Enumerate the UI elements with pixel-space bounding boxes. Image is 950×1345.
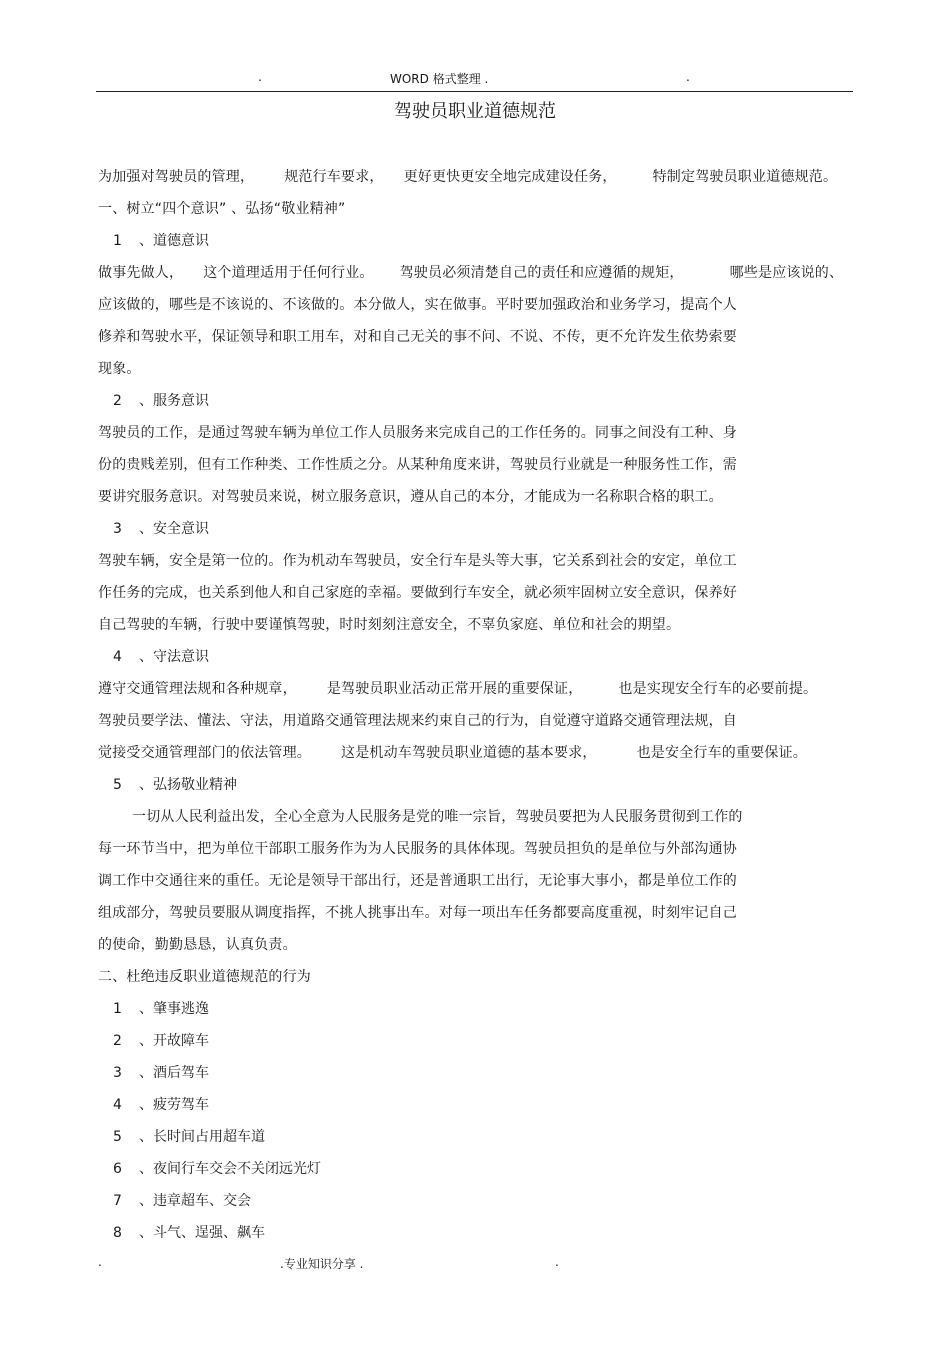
text-segment: 这是机动车驾驶员职业道德的基本要求，: [341, 745, 597, 761]
item-label: 、酒后驾车: [139, 1065, 209, 1081]
list-item: [113, 1126, 265, 1146]
item-number: 4: [113, 1097, 122, 1113]
text-segment: 觉接受交通管理部门的依法管理。: [98, 745, 311, 761]
item-label: 、斗气、逞强、飙车: [139, 1225, 265, 1241]
text-segment: 也是安全行车的重要保证。: [636, 745, 808, 761]
intro-segment: 更好更快更安全地完成建设任务，: [403, 169, 617, 185]
subsection-heading: [113, 774, 237, 794]
subsection-heading: [113, 230, 209, 250]
text-segment: 驾驶员必须清楚自己的责任和应遵循的规矩，: [399, 265, 684, 281]
paragraph-line: 应该做的，哪些是不该说的、不该做的。本分做人，实在做事。平时要加强政治和业务学习，提高个人: [98, 297, 737, 313]
paragraph-line: 调工作中交通往来的重任。无论是领导干部出行，还是普通职工出行，无论事大事小，都是单位工作的: [98, 873, 737, 889]
intro-segment: 为加强对驾驶员的管理，: [98, 169, 255, 185]
paragraph-line: 驾驶员要学法、懂法、守法，用道路交通管理法规来约束自己的行为，自觉遵守道路交通管理法规，自: [98, 713, 737, 729]
paragraph-line: [98, 262, 843, 282]
text-segment: 哪些是应该说的、: [729, 265, 844, 281]
item-label: 、疲劳驾车: [139, 1097, 209, 1113]
paragraph-line: 要讲究服务意识。对驾驶员来说，树立服务意识，遵从自己的本分，才能成为一名称职合格的职工。: [98, 489, 723, 505]
document-title: 驾驶员职业道德规范: [394, 101, 556, 122]
item-label: 、长时间占用超车道: [139, 1129, 265, 1145]
paragraph-line: 作任务的完成，也关系到他人和自己家庭的幸福。要做到行车安全，就必须牢固树立安全意识，保养好: [98, 585, 737, 601]
item-label: 、道德意识: [139, 233, 209, 249]
item-number: 3: [113, 521, 122, 537]
section-heading: 二、杜绝违反职业道德规范的行为: [98, 969, 311, 985]
item-number: 8: [113, 1225, 122, 1241]
item-label: 、夜间行车交会不关闭远光灯: [139, 1161, 321, 1177]
paragraph-line: 组成部分，驾驶员要服从调度指挥，不挑人挑事出车。对每一项出车任务都要高度重视，时刻牢记自己: [98, 905, 737, 921]
item-label: 、服务意识: [139, 393, 209, 409]
header-dot-left: .: [258, 70, 262, 84]
list-item: [113, 1190, 251, 1210]
paragraph-line: 驾驶车辆，安全是第一位的。作为机动车驾驶员，安全行车是头等大事，它关系到社会的安定，单位工: [98, 553, 737, 569]
text-segment: 也是实现安全行车的必要前提。: [618, 681, 818, 697]
item-number: 2: [113, 393, 122, 409]
paragraph-line: 份的贵贱差别，但有工作种类、工作性质之分。从某种角度来讲，驾驶员行业就是一种服务性工作，需: [98, 457, 737, 473]
paragraph-line: [98, 742, 807, 762]
footer-text: .专业知识分享 .: [280, 1257, 364, 1271]
footer-dot-right: .: [555, 1255, 559, 1269]
item-number: 6: [113, 1161, 122, 1177]
item-number: 1: [113, 1001, 122, 1017]
subsection-heading: [113, 518, 209, 538]
intro-paragraph: [98, 166, 837, 186]
list-item: [113, 1094, 209, 1114]
list-item: [113, 1030, 209, 1050]
item-number: 7: [113, 1193, 122, 1209]
paragraph-line: 每一环节当中，把为单位干部职工服务作为为人民服务的具体体现。驾驶员担负的是单位与外部沟通协: [98, 841, 737, 857]
item-number: 5: [113, 777, 122, 793]
intro-segment: 规范行车要求，: [284, 169, 384, 185]
item-number: 1: [113, 233, 122, 249]
item-label: 、安全意识: [139, 521, 209, 537]
paragraph-line: 一切从人民利益出发，全心全意为人民服务是党的唯一宗旨，驾驶员要把为人民服务贯彻到工作的: [132, 809, 743, 825]
paragraph-line: [98, 678, 817, 698]
item-number: 5: [113, 1129, 122, 1145]
section-heading: 一、树立“四个意识” 、弘扬“敬业精神”: [98, 201, 346, 217]
footer-dot-left: .: [98, 1255, 102, 1269]
item-number: 4: [113, 649, 122, 665]
header-dot-right: .: [686, 70, 690, 84]
item-label: 、肇事逃逸: [139, 1001, 209, 1017]
subsection-heading: [113, 390, 209, 410]
header-rule: [96, 91, 853, 92]
list-item: [113, 1222, 265, 1242]
subsection-heading: [113, 646, 209, 666]
item-label: 、守法意识: [139, 649, 209, 665]
item-number: 2: [113, 1033, 122, 1049]
intro-segment: 特制定驾驶员职业道德规范。: [652, 169, 838, 185]
item-label: 、弘扬敬业精神: [139, 777, 237, 793]
list-item: [113, 1062, 209, 1082]
paragraph-line: 修养和驾驶水平，保证领导和职工用车，对和自己无关的事不问、不说、不传，更不允许发生依势索要: [98, 329, 737, 345]
text-segment: 这个道理适用于任何行业。: [203, 265, 374, 281]
paragraph-line: 现象。: [98, 361, 141, 377]
header-text: WORD 格式整理 .: [390, 72, 489, 86]
item-label: 、违章超车、交会: [139, 1193, 251, 1209]
item-number: 3: [113, 1065, 122, 1081]
list-item: [113, 1158, 321, 1178]
paragraph-line: 的使命，勤勤恳恳，认真负责。: [98, 937, 297, 953]
paragraph-line: 自己驾驶的车辆，行驶中要谨慎驾驶，时时刻刻注意安全，不辜负家庭、单位和社会的期望。: [98, 617, 681, 633]
item-label: 、开故障车: [139, 1033, 209, 1049]
text-segment: 是驾驶员职业活动正常开展的重要保证，: [326, 681, 583, 697]
list-item: [113, 998, 209, 1018]
text-segment: 做事先做人，: [98, 265, 184, 281]
paragraph-line: 驾驶员的工作，是通过驾驶车辆为单位工作人员服务来完成自己的工作任务的。同事之间没有工种、身: [98, 425, 737, 441]
text-segment: 遵守交通管理法规和各种规章，: [98, 681, 297, 697]
